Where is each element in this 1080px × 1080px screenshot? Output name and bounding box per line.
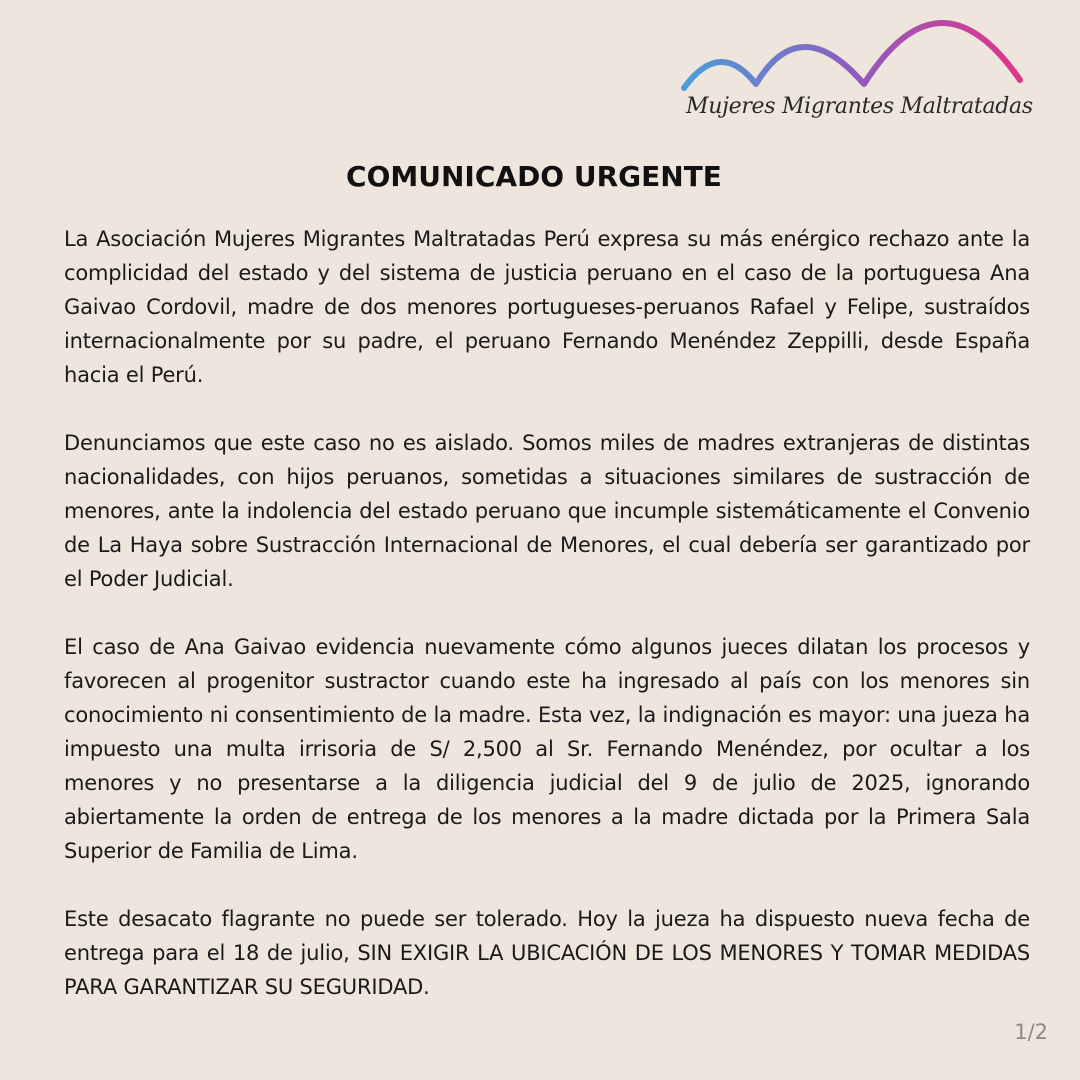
organization-logo bbox=[678, 4, 1033, 129]
logo-arcs-icon bbox=[678, 4, 1028, 99]
logo-name: Mujeres Migrantes Maltratadas bbox=[686, 94, 1033, 119]
paragraph-3: El caso de Ana Gaivao evidencia nuevamente cómo algunos jueces dilatan los procesos y favorecen al progenitor sustractor cuando este ha ingresado al país con los menores sin conocimiento ni consentimiento de la madre. Esta vez, la indignación es mayor: una jueza ha impuesto una multa irrisoria de S/ 2,500 al Sr. Fernando Menéndez, por ocultar a los menores y no presentarse a la diligencia judicial del 9 de julio de 2025, ignorando abiertamente la orden de entrega de los menores a la madre dictada por la Primera Sala Superior de Familia de Lima. bbox=[64, 635, 1030, 863]
page-indicator: 1/2 bbox=[1014, 1020, 1048, 1044]
paragraph-2: Denunciamos que este caso no es aislado. Somos miles de madres extranjeras de distintas nacionalidades, con hijos peruanos, sometidas a situaciones similares de sustracción de menores, ante la indolencia del estado peruano que incumple sistemáticamente el Convenio de La Haya sobre Sustracción Internacional de Menores, el cual debería ser garantizado por el Poder Judicial. bbox=[64, 431, 1030, 591]
statement-body bbox=[64, 222, 1030, 1038]
paragraph-1: La Asociación Mujeres Migrantes Maltratadas Perú expresa su más enérgico rechazo ante la complicidad del estado y del sistema de justicia peruano en el caso de la portuguesa Ana Gaivao Cordovil, madre de dos menores portugueses-peruanos Rafael y Felipe, sustraídos internacionalmente por su padre, el peruano Fernando Menéndez Zeppilli, desde España hacia el Perú. bbox=[64, 227, 1030, 387]
page-title: COMUNICADO URGENTE bbox=[346, 160, 722, 193]
paragraph-4: Este desacato flagrante no puede ser tolerado. Hoy la jueza ha dispuesto nueva fecha de entrega para el 18 de julio, SIN EXIGIR LA UBICACIÓN DE LOS MENORES Y TOMAR MEDIDAS PARA GARANTIZAR SU SEGURIDAD. bbox=[64, 907, 1030, 999]
